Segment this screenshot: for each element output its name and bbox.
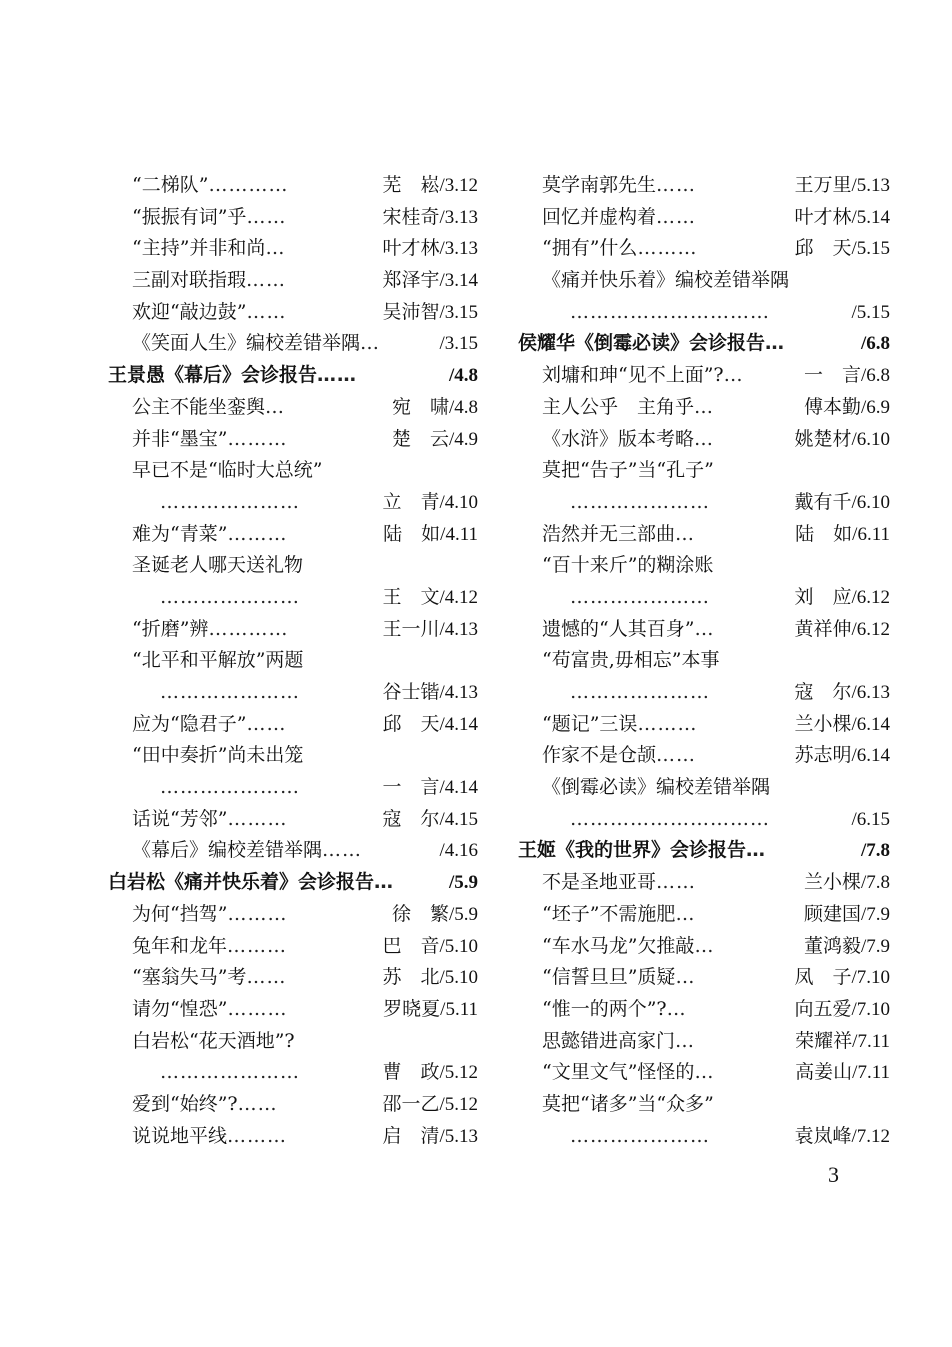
- toc-entry: [108, 392, 478, 424]
- entry-author: 邱 天: [382, 712, 440, 735]
- entry-leader: ………: [227, 427, 288, 450]
- toc-entry: [518, 455, 890, 487]
- entry-page: /6.12: [851, 586, 890, 608]
- entry-title: 早已不是“临时大总统”: [132, 459, 323, 482]
- entry-leader: …………………: [570, 1124, 710, 1147]
- entry-title: 三副对联指瑕: [132, 269, 247, 292]
- entry-title: 为何“挡驾”: [132, 902, 228, 925]
- entry-page: /6.14: [851, 745, 890, 767]
- toc-entry: [518, 170, 890, 202]
- toc-entry: [518, 709, 890, 741]
- entry-author: 寇 尔: [382, 807, 440, 830]
- entry-title: 应为“隐君子”: [132, 712, 247, 735]
- entry-author: 黄祥伸: [794, 617, 852, 640]
- entry-page: /5.12: [439, 1062, 478, 1084]
- entry-page: /5.15: [851, 238, 890, 260]
- entry-leader: …: [360, 332, 381, 355]
- entry-author: 荣耀祥: [795, 1029, 853, 1052]
- entry-page: /7.10: [851, 998, 890, 1020]
- entry-title: 兔年和龙年: [132, 934, 228, 957]
- entry-title: 不是圣地亚哥: [542, 871, 657, 894]
- entry-page: /6.9: [860, 396, 890, 418]
- toc-entry: [518, 645, 890, 677]
- entry-leader: …………………: [570, 585, 710, 608]
- toc-entry: [518, 677, 890, 709]
- entry-page: /5.10: [439, 935, 478, 957]
- toc-entry: [108, 804, 478, 836]
- entry-title: “田中奏折”尚未出笼: [132, 744, 304, 767]
- entry-leader: …………………: [160, 490, 300, 513]
- toc-entry: [518, 772, 890, 804]
- entry-page: /4.15: [439, 808, 478, 830]
- entry-page: /7.9: [860, 935, 890, 957]
- entry-page: /7.8: [860, 840, 890, 862]
- entry-title: 公主不能坐銮舆: [132, 395, 266, 418]
- entry-author: 曹 政: [382, 1061, 440, 1084]
- entry-leader: …………………………: [570, 300, 770, 323]
- entry-leader: …………………: [570, 490, 710, 513]
- entry-page: /7.11: [852, 1030, 890, 1052]
- entry-author: 宛 啸: [391, 395, 449, 418]
- entry-leader: …: [694, 1061, 715, 1084]
- entry-leader: ……: [237, 1092, 278, 1115]
- entry-title: 请勿“惶恐”: [132, 997, 228, 1020]
- entry-leader: …………………: [160, 776, 300, 799]
- toc-entry: [518, 582, 890, 614]
- entry-title: 《笑面人生》编校差错举隅: [132, 332, 361, 355]
- entry-author: 吴沛智: [382, 300, 440, 323]
- entry-author: 寇 尔: [794, 681, 852, 703]
- toc-entry: [518, 1026, 890, 1058]
- entry-author: 叶才林: [382, 237, 440, 260]
- entry-author: 董鸿毅: [803, 934, 861, 957]
- toc-entry: [108, 1121, 478, 1153]
- entry-author: 楚 云: [391, 427, 449, 450]
- entry-title: 《水浒》版本考略: [542, 427, 695, 450]
- entry-title: 《倒霉必读》编校差错举隅: [542, 776, 771, 799]
- entry-leader: …: [675, 902, 696, 925]
- entry-page: /6.13: [851, 682, 890, 703]
- toc-entry: [108, 582, 478, 614]
- entry-page: /3.15: [439, 301, 478, 323]
- toc-entry: [518, 265, 890, 297]
- entry-title: 刘墉和珅“见不上面”?: [542, 364, 724, 387]
- entry-leader: …: [675, 966, 696, 989]
- toc-section-heading: [108, 867, 478, 899]
- entry-leader: ……: [317, 364, 358, 387]
- toc-entry: [108, 677, 478, 709]
- entry-page: /5.13: [439, 1125, 478, 1147]
- toc-entry: [108, 994, 478, 1026]
- entry-page: /4.11: [440, 523, 478, 545]
- entry-leader: …: [746, 839, 767, 862]
- toc-section-heading: [108, 360, 478, 392]
- toc-entry: [108, 233, 478, 265]
- entry-author: 凤 子: [794, 966, 852, 989]
- entry-leader: ………: [227, 522, 288, 545]
- entry-author: 一 言: [382, 776, 440, 799]
- entry-title: 王姬《我的世界》会诊报告: [518, 839, 747, 862]
- entry-title: “信誓旦旦”质疑: [542, 966, 676, 989]
- toc-entry: [518, 994, 890, 1026]
- entry-page: /5.9: [448, 872, 478, 894]
- entry-title: “二梯队”: [132, 174, 209, 196]
- entry-author: 苏志明: [794, 744, 852, 767]
- entry-leader: …………………: [160, 681, 300, 703]
- entry-title: 莫学南郭先生: [542, 174, 657, 196]
- entry-page: /4.10: [439, 491, 478, 513]
- entry-leader: ………: [637, 237, 698, 260]
- entry-author: 徐 繁: [391, 902, 449, 925]
- entry-title: 莫把“诸多”当“众多”: [542, 1092, 714, 1115]
- entry-title: “车水马龙”欠推敲: [542, 934, 695, 957]
- entry-title: 话说“芳邻”: [132, 807, 228, 830]
- entry-title: 主人公乎 主角乎: [542, 395, 695, 418]
- entry-author: 兰小棵: [794, 712, 852, 735]
- entry-author: 邵一乙: [382, 1092, 440, 1115]
- entry-leader: ………: [637, 712, 698, 735]
- entry-page: /6.12: [851, 618, 890, 640]
- toc-entry: [518, 297, 890, 329]
- entry-page: /5.9: [448, 903, 478, 925]
- entry-leader: ………: [227, 934, 288, 957]
- entry-leader: ……: [656, 205, 697, 228]
- entry-page: /5.13: [851, 175, 890, 196]
- toc-entry: [518, 1089, 890, 1121]
- entry-leader: ……: [246, 300, 287, 323]
- entry-title: 白岩松“花天酒地”?: [132, 1029, 295, 1052]
- entry-author: 向五爱: [794, 997, 852, 1020]
- toc-entry: [108, 614, 478, 646]
- entry-leader: …………………: [570, 681, 710, 703]
- entry-page: /5.15: [851, 301, 890, 323]
- toc-entry: [518, 614, 890, 646]
- toc-entry: [518, 962, 890, 994]
- entry-leader: ……: [246, 205, 287, 228]
- entry-leader: …: [694, 934, 715, 957]
- entry-page: /4.14: [439, 777, 478, 799]
- toc-entry: [518, 804, 890, 836]
- entry-title: 白岩松《痛并快乐着》会诊报告: [108, 871, 375, 894]
- entry-leader: ……: [246, 712, 287, 735]
- entry-leader: …: [694, 617, 715, 640]
- entry-author: 立 青: [382, 490, 440, 513]
- entry-leader: …: [694, 427, 715, 450]
- entry-author: 王 文: [382, 585, 440, 608]
- toc-entry: [108, 487, 478, 519]
- entry-page: /5.14: [851, 206, 890, 228]
- toc-entry: [108, 519, 478, 551]
- entry-leader: ……: [656, 871, 697, 894]
- entry-page: /6.14: [851, 713, 890, 735]
- entry-author: 苏 北: [382, 966, 440, 989]
- entry-title: 《痛并快乐着》编校差错举隅: [542, 269, 790, 292]
- entry-author: 郑泽宇: [382, 269, 440, 292]
- toc-entry: [518, 550, 890, 582]
- entry-page: /7.9: [860, 903, 890, 925]
- entry-title: “题记”三误: [542, 712, 638, 735]
- entry-leader: …: [265, 395, 286, 418]
- toc-entry: [108, 1057, 478, 1089]
- entry-author: 罗晓夏: [383, 997, 441, 1020]
- entry-title: 遗憾的“人其百身”: [542, 617, 695, 640]
- toc-entry: [108, 931, 478, 963]
- entry-author: 傅本勤: [803, 395, 861, 418]
- entry-author: 一 言: [803, 364, 861, 387]
- entry-page: /6.8: [860, 333, 890, 355]
- toc-entry: [108, 709, 478, 741]
- entry-leader: …: [675, 522, 696, 545]
- entry-title: 侯耀华《倒霉必读》会诊报告: [518, 332, 766, 355]
- entry-page: /4.9: [448, 428, 478, 450]
- entry-title: “坯子”不需施肥: [542, 902, 676, 925]
- entry-author: 袁岚峰: [794, 1124, 852, 1147]
- toc-entry: [518, 233, 890, 265]
- entry-leader: ……: [656, 174, 697, 196]
- entry-author: 谷士锴: [382, 681, 440, 703]
- entry-page: /6.11: [852, 523, 890, 545]
- entry-leader: …: [666, 997, 687, 1020]
- toc-entry: [518, 899, 890, 931]
- entry-leader: …………: [208, 617, 289, 640]
- entry-page: /7.8: [860, 872, 890, 894]
- entry-page: /6.8: [860, 365, 890, 387]
- toc-entry: [108, 202, 478, 234]
- entry-page: /6.15: [851, 808, 890, 830]
- entry-leader: …………………: [160, 585, 300, 608]
- entry-page: /3.15: [439, 333, 478, 355]
- entry-title: 说说地平线: [132, 1124, 228, 1147]
- toc-entry: [518, 392, 890, 424]
- entry-title: 爱到“始终”?: [132, 1092, 238, 1115]
- toc-entry: [518, 487, 890, 519]
- entry-author: 刘 应: [794, 585, 852, 608]
- entry-author: 巴 音: [382, 934, 440, 957]
- entry-author: 顾建国: [803, 902, 861, 925]
- toc-entry: [108, 1089, 478, 1121]
- toc-entry: [108, 772, 478, 804]
- toc-entry: [108, 1026, 478, 1058]
- entry-author: 启 清: [382, 1124, 440, 1147]
- entry-author: 芜 崧: [382, 174, 440, 196]
- entry-leader: ………: [227, 902, 288, 925]
- entry-title: 欢迎“敲边鼓”: [132, 300, 247, 323]
- toc-entry: [108, 899, 478, 931]
- toc-entry: [518, 740, 890, 772]
- entry-title: “振振有词”乎: [132, 205, 247, 228]
- entry-title: 回忆并虚构着: [542, 205, 657, 228]
- entry-author: 叶才林: [794, 205, 852, 228]
- page-number: 3: [828, 1162, 839, 1187]
- entry-page: /4.13: [439, 618, 478, 640]
- toc-entry: [108, 740, 478, 772]
- entry-page: /6.10: [851, 491, 890, 513]
- entry-author: 邱 天: [794, 237, 852, 260]
- entry-leader: ………: [227, 807, 288, 830]
- entry-leader: …: [675, 1029, 696, 1052]
- entry-page: /7.10: [851, 967, 890, 989]
- entry-leader: ……: [246, 269, 287, 292]
- entry-leader: ………: [227, 1124, 288, 1147]
- toc-entry: [518, 424, 890, 456]
- entry-page: /3.13: [439, 206, 478, 228]
- entry-author: 王一川: [382, 617, 440, 640]
- entry-title: “苟富贵,毋相忘”本事: [542, 649, 720, 672]
- toc-entry: [108, 455, 478, 487]
- entry-author: 王万里: [794, 174, 852, 196]
- entry-title: “惟一的两个”?: [542, 997, 667, 1020]
- toc-entry: [518, 519, 890, 551]
- entry-leader: ………: [227, 997, 288, 1020]
- toc-entry: [108, 835, 478, 867]
- entry-title: 并非“墨宝”: [132, 427, 228, 450]
- entry-title: “文里文气”怪怪的: [542, 1061, 695, 1084]
- toc-section-heading: [518, 835, 890, 867]
- entry-page: /4.8: [448, 365, 478, 387]
- entry-title: 难为“青菜”: [132, 522, 228, 545]
- entry-title: “百十来斤”的糊涂账: [542, 554, 714, 577]
- entry-author: 戴有千: [794, 490, 852, 513]
- entry-leader: …: [765, 332, 786, 355]
- toc-entry: [108, 328, 478, 360]
- entry-title: 王景愚《幕后》会诊报告: [108, 364, 318, 387]
- toc-entry: [108, 265, 478, 297]
- toc-entry: [108, 962, 478, 994]
- entry-page: /5.11: [440, 998, 478, 1020]
- entry-page: /5.12: [439, 1093, 478, 1115]
- entry-author: 姚楚材: [794, 427, 852, 450]
- toc-entry: [108, 424, 478, 456]
- entry-page: /6.10: [851, 428, 890, 450]
- entry-leader: …: [265, 237, 286, 260]
- toc-entry: [108, 645, 478, 677]
- entry-page: /4.12: [439, 586, 478, 608]
- toc-entry: [518, 931, 890, 963]
- entry-leader: …………………………: [570, 807, 770, 830]
- toc-entry: [108, 550, 478, 582]
- entry-title: 莫把“告子”当“孔子”: [542, 459, 714, 482]
- entry-page: /4.8: [448, 396, 478, 418]
- toc-right-column: [518, 170, 890, 1152]
- entry-title: “主持”并非和尚: [132, 237, 266, 260]
- entry-title: “折磨”辨: [132, 617, 209, 640]
- toc-entry: [518, 1121, 890, 1153]
- entry-page: /3.14: [439, 270, 478, 292]
- entry-page: /4.14: [439, 713, 478, 735]
- entry-page: /5.10: [439, 967, 478, 989]
- toc-section-heading: [518, 328, 890, 360]
- entry-leader: …: [723, 364, 744, 387]
- entry-leader: ……: [246, 966, 287, 989]
- toc-entry: [518, 202, 890, 234]
- entry-author: 高姜山: [795, 1061, 853, 1084]
- entry-page: /7.12: [851, 1125, 890, 1147]
- entry-title: 《幕后》编校差错举隅: [132, 839, 323, 862]
- toc-entry: [108, 170, 478, 202]
- entry-title: 作家不是仓颉: [542, 744, 657, 767]
- entry-page: /3.13: [439, 238, 478, 260]
- toc-entry: [108, 297, 478, 329]
- entry-title: “拥有”什么: [542, 237, 638, 260]
- toc-left-column: [108, 170, 478, 1152]
- entry-title: 浩然并无三部曲: [542, 522, 676, 545]
- entry-author: 陆 如: [795, 522, 853, 545]
- entry-author: 兰小棵: [803, 871, 861, 894]
- entry-page: /3.12: [439, 175, 478, 196]
- entry-page: /7.11: [852, 1062, 890, 1084]
- entry-author: 宋桂奇: [382, 205, 440, 228]
- entry-title: 圣诞老人哪天送礼物: [132, 554, 304, 577]
- entry-title: 思懿错进高家门: [542, 1029, 676, 1052]
- entry-page: /4.13: [439, 682, 478, 703]
- entry-leader: …………: [208, 174, 289, 196]
- entry-leader: …: [694, 395, 715, 418]
- entry-leader: ……: [656, 744, 697, 767]
- entry-title: “塞翁失马”考: [132, 966, 247, 989]
- entry-leader: …: [374, 871, 395, 894]
- toc-entry: [518, 1057, 890, 1089]
- entry-title: “北平和平解放”两题: [132, 649, 304, 672]
- entry-leader: ……: [322, 839, 363, 862]
- toc-entry: [518, 867, 890, 899]
- entry-leader: …………………: [160, 1061, 300, 1084]
- entry-author: 陆 如: [383, 522, 441, 545]
- toc-entry: [518, 360, 890, 392]
- entry-page: /4.16: [439, 840, 478, 862]
